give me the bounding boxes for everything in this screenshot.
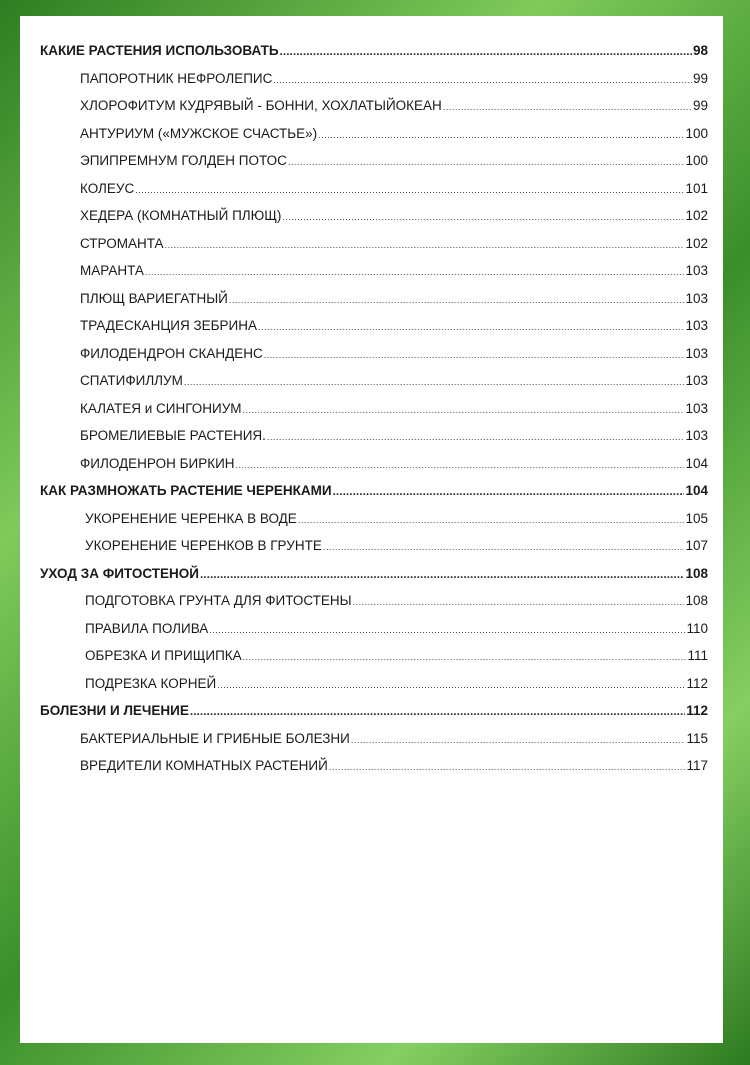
toc-page-number: 102 <box>685 208 708 223</box>
toc-page-number: 100 <box>685 153 708 168</box>
toc-entry-title: ПОДГОТОВКА ГРУНТА ДЛЯ ФИТОСТЕНЫ <box>85 593 352 608</box>
toc-dot-leader <box>353 597 685 607</box>
toc-subsection-entry[interactable] <box>40 98 708 126</box>
toc-dot-leader <box>229 295 685 305</box>
toc-dot-leader <box>243 652 687 662</box>
toc-subsection-entry[interactable] <box>40 676 708 704</box>
toc-dot-leader <box>443 102 692 112</box>
toc-subsection-entry[interactable] <box>40 236 708 264</box>
toc-entry-title: АНТУРИУМ («МУЖСКОЕ СЧАСТЬЕ») <box>80 125 318 141</box>
toc-page-number: 103 <box>685 345 708 361</box>
toc-page-number: 104 <box>685 455 708 471</box>
toc-dot-leader <box>209 625 685 635</box>
toc-page-number: 117 <box>686 758 708 773</box>
toc-section-entry[interactable] <box>40 43 708 71</box>
toc-subsection-entry[interactable] <box>40 346 708 374</box>
toc-page-number: 108 <box>685 593 708 608</box>
toc-subsection-entry[interactable] <box>40 758 708 786</box>
toc-page-number: 112 <box>686 675 708 691</box>
toc-page-number: 103 <box>685 263 708 278</box>
toc-subsection-entry[interactable] <box>40 621 708 649</box>
toc-dot-leader <box>236 460 685 470</box>
toc-page-number: 103 <box>685 318 708 333</box>
toc-page-number: 99 <box>692 70 708 86</box>
toc-dot-leader <box>217 680 685 690</box>
toc-dot-leader <box>282 212 684 222</box>
toc-subsection-entry[interactable] <box>40 153 708 181</box>
toc-subsection-entry[interactable] <box>40 291 708 319</box>
table-of-contents <box>40 43 708 786</box>
toc-dot-leader <box>280 44 692 58</box>
toc-section-entry[interactable] <box>40 483 708 511</box>
toc-subsection-entry[interactable] <box>40 126 708 154</box>
toc-subsection-entry[interactable] <box>40 71 708 99</box>
toc-subsection-entry[interactable] <box>40 401 708 429</box>
toc-dot-leader <box>333 484 685 498</box>
toc-page-number: 103 <box>685 373 708 388</box>
toc-entry-title: КОЛЕУС <box>80 180 135 196</box>
toc-dot-leader <box>190 704 685 718</box>
toc-page-number: 112 <box>686 703 708 718</box>
toc-subsection-entry[interactable] <box>40 428 708 456</box>
toc-entry-title: ПЛЮЩ ВАРИЕГАТНЫЙ <box>80 290 228 306</box>
toc-subsection-entry[interactable] <box>40 318 708 346</box>
toc-entry-title: КАК РАЗМНОЖАТЬ РАСТЕНИЕ ЧЕРЕНКАМИ <box>40 483 332 498</box>
toc-subsection-entry[interactable] <box>40 181 708 209</box>
toc-entry-title: УКОРЕНЕНИЕ ЧЕРЕНКА В ВОДЕ <box>85 510 297 526</box>
toc-entry-title: СТРОМАНТА <box>80 235 164 251</box>
toc-entry-title: ХЕДЕРА (КОМНАТНЫЙ ПЛЮЩ) <box>80 208 282 223</box>
toc-page-number: 115 <box>686 730 708 746</box>
toc-page-number: 100 <box>685 125 708 141</box>
toc-page-number: 98 <box>692 43 708 58</box>
toc-entry-title: ЭПИПРЕМНУМ ГОЛДЕН ПОТОС <box>80 153 287 168</box>
toc-dot-leader <box>298 515 685 525</box>
toc-entry-title: БОЛЕЗНИ И ЛЕЧЕНИЕ <box>40 703 189 718</box>
toc-subsection-entry[interactable] <box>40 731 708 759</box>
toc-entry-title: ПАПОРОТНИК НЕФРОЛЕПИС <box>80 70 273 86</box>
toc-dot-leader <box>184 377 685 387</box>
toc-subsection-entry[interactable] <box>40 263 708 291</box>
toc-subsection-entry[interactable] <box>40 593 708 621</box>
toc-page-number: 104 <box>685 483 708 498</box>
toc-entry-title: ПРАВИЛА ПОЛИВА <box>85 620 209 636</box>
toc-entry-title: ВРЕДИТЕЛИ КОМНАТНЫХ РАСТЕНИЙ <box>80 758 328 773</box>
toc-page-number: 103 <box>685 400 708 416</box>
toc-entry-title: КАКИЕ РАСТЕНИЯ ИСПОЛЬЗОВАТЬ <box>40 43 279 58</box>
toc-dot-leader <box>258 322 684 332</box>
toc-dot-leader <box>243 405 685 415</box>
toc-subsection-entry[interactable] <box>40 373 708 401</box>
toc-dot-leader <box>351 735 686 745</box>
toc-entry-title: ПОДРЕЗКА КОРНЕЙ <box>85 675 217 691</box>
toc-dot-leader <box>267 432 685 442</box>
toc-entry-title: БРОМЕЛИЕВЫЕ РАСТЕНИЯ. <box>80 428 266 443</box>
toc-page-number: 107 <box>685 538 708 553</box>
toc-page-number: 110 <box>686 620 708 636</box>
toc-entry-title: СПАТИФИЛЛУМ <box>80 373 183 388</box>
toc-page-number: 105 <box>685 510 708 526</box>
toc-entry-title: УХОД ЗА ФИТОСТЕНОЙ <box>40 565 199 581</box>
toc-dot-leader <box>145 267 685 277</box>
toc-subsection-entry[interactable] <box>40 538 708 566</box>
toc-dot-leader <box>323 542 685 552</box>
document-page <box>20 16 723 1043</box>
toc-dot-leader <box>329 762 686 772</box>
toc-subsection-entry[interactable] <box>40 511 708 539</box>
toc-entry-title: БАКТЕРИАЛЬНЫЕ И ГРИБНЫЕ БОЛЕЗНИ <box>80 730 350 746</box>
toc-page-number: 108 <box>685 565 708 581</box>
toc-subsection-entry[interactable] <box>40 648 708 676</box>
toc-page-number: 103 <box>685 428 708 443</box>
toc-subsection-entry[interactable] <box>40 456 708 484</box>
toc-subsection-entry[interactable] <box>40 208 708 236</box>
toc-dot-leader <box>288 157 685 167</box>
toc-entry-title: КАЛАТЕЯ и СИНГОНИУМ <box>80 400 242 416</box>
toc-dot-leader <box>273 75 692 85</box>
toc-entry-title: ФИЛОДЕНДРОН СКАНДЕНС <box>80 345 263 361</box>
toc-dot-leader <box>135 185 684 195</box>
toc-entry-title: ФИЛОДЕНРОН БИРКИН <box>80 455 235 471</box>
toc-entry-title: ХЛОРОФИТУМ КУДРЯВЫЙ - БОННИ, ХОХЛАТЫЙОКЕАН <box>80 98 442 113</box>
toc-page-number: 111 <box>687 648 708 663</box>
toc-page-number: 102 <box>685 235 708 251</box>
toc-entry-title: ТРАДЕСКАНЦИЯ ЗЕБРИНА <box>80 318 257 333</box>
toc-page-number: 101 <box>685 180 708 196</box>
toc-dot-leader <box>264 350 685 360</box>
toc-dot-leader <box>318 130 684 140</box>
toc-page-number: 103 <box>685 290 708 306</box>
toc-entry-title: МАРАНТА <box>80 263 144 278</box>
toc-section-entry[interactable] <box>40 566 708 594</box>
toc-page-number: 99 <box>692 98 708 113</box>
toc-entry-title: ОБРЕЗКА И ПРИЩИПКА <box>85 648 242 663</box>
toc-dot-leader <box>165 240 685 250</box>
toc-dot-leader <box>200 567 685 581</box>
toc-entry-title: УКОРЕНЕНИЕ ЧЕРЕНКОВ В ГРУНТЕ <box>85 538 322 553</box>
toc-section-entry[interactable] <box>40 703 708 731</box>
